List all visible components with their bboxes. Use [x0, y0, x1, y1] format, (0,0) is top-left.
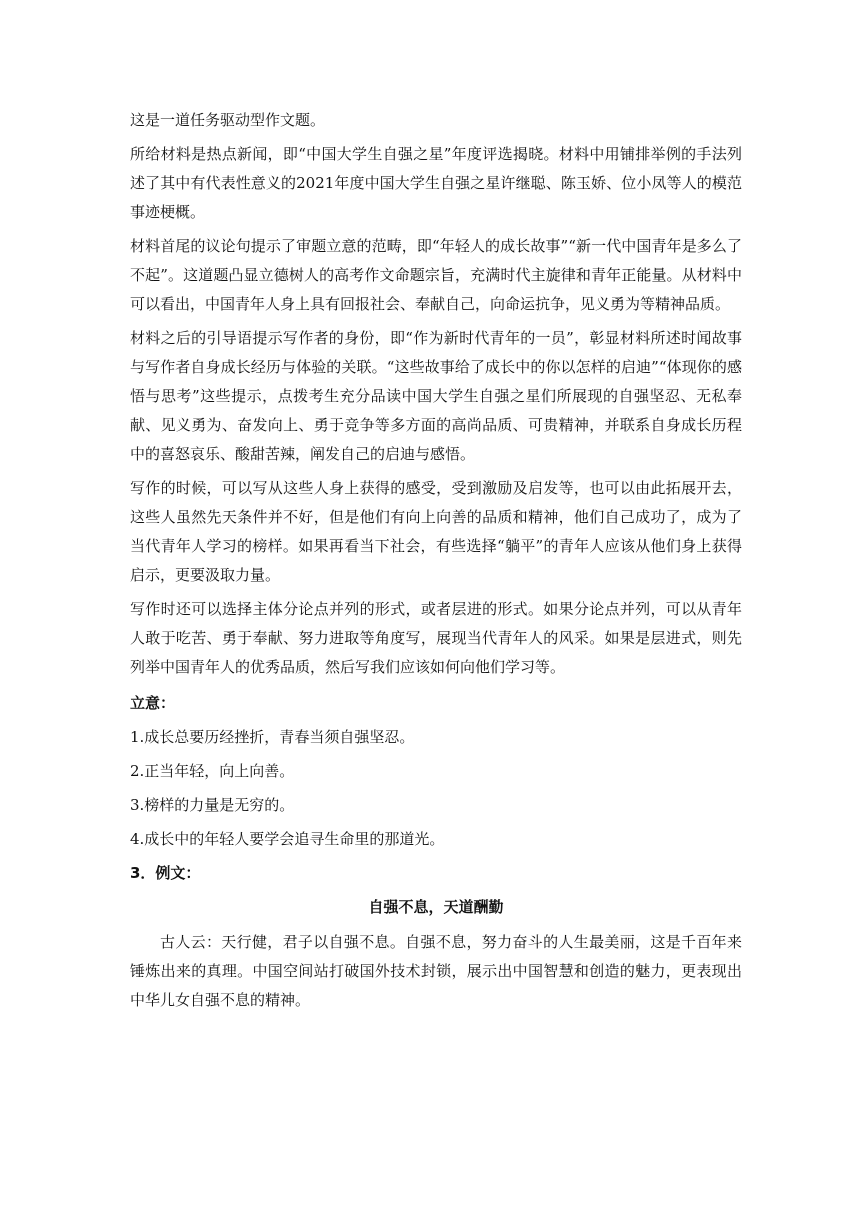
lizhi-item-1: 1.成长总要历经挫折，青春当须自强坚忍。 — [130, 728, 415, 746]
analysis-paragraph-5: 写作的时候，可以写从这些人身上获得的感受，受到激励及启发等，也可以由此拓展开去，这些人虽然先天条件并不好，但是他们有向上向善的品质和精神，他们自己成功了，成为了当代青年人学习的榜样。如果再看当下社会，有些选择“躺平”的青年人应该从他们身上获得启示，更要汲取力量。 — [130, 479, 742, 584]
analysis-paragraph-1: 这是一道任务驱动型作文题。 — [130, 111, 326, 129]
document-page — [130, 106, 742, 1015]
lizhi-item-4: 4.成长中的年轻人要学会追寻生命里的那道光。 — [130, 830, 445, 848]
lizhi-item-3: 3.榜样的力量是无穷的。 — [130, 796, 295, 814]
essay-paragraph-1: 古人云：天行健，君子以自强不息。自强不息，努力奋斗的人生最美丽，这是千百年来锤炼出来的真理。中国空间站打破国外技术封锁，展示出中国智慧和创造的魅力，更表现出中华儿女自强不息的精神。 — [130, 933, 742, 1009]
lizhi-item-2: 2.正当年轻，向上向善。 — [130, 762, 295, 780]
lizhi-heading: 立意： — [130, 694, 176, 712]
analysis-paragraph-2: 所给材料是热点新闻，即“中国大学生自强之星”年度评选揭晓。材料中用铺排举例的手法列述了其中有代表性意义的2021年度中国大学生自强之星许继聪、陈玉娇、位小凤等人的模范事迹梗概。 — [130, 145, 742, 221]
example-heading: 3．例文： — [130, 864, 201, 882]
analysis-paragraph-6: 写作时还可以选择主体分论点并列的形式，或者层进的形式。如果分论点并列，可以从青年人敢于吃苦、勇于奉献、努力进取等角度写，展现当代青年人的风采。如果是层进式，则先列举中国青年人的优秀品质，然后写我们应该如何向他们学习等。 — [130, 600, 742, 676]
essay-title: 自强不息，天道酬勤 — [368, 898, 504, 916]
analysis-paragraph-3: 材料首尾的议论句提示了审题立意的范畴，即“年轻人的成长故事”“新一代中国青年是多么了不起”。这道题凸显立德树人的高考作文命题宗旨，充满时代主旋律和青年正能量。从材料中可以看出，中国青年人身上具有回报社会、奉献自己，向命运抗争，见义勇为等精神品质。 — [130, 237, 742, 313]
analysis-paragraph-4: 材料之后的引导语提示写作者的身份，即“作为新时代青年的一员”，彰显材料所述时闻故事与写作者自身成长经历与体验的关联。“这些故事给了成长中的你以怎样的启迪”“体现你的感悟与思考”这些提示，点拨考生充分品读中国大学生自强之星们所展现的自强坚忍、无私奉献、见义勇为、奋发向上、勇于竞争等多方面的高尚品质、可贵精神，并联系自身成长历程中的喜怒哀乐、酸甜苦辣，阐发自己的启迪与感悟。 — [130, 329, 742, 463]
